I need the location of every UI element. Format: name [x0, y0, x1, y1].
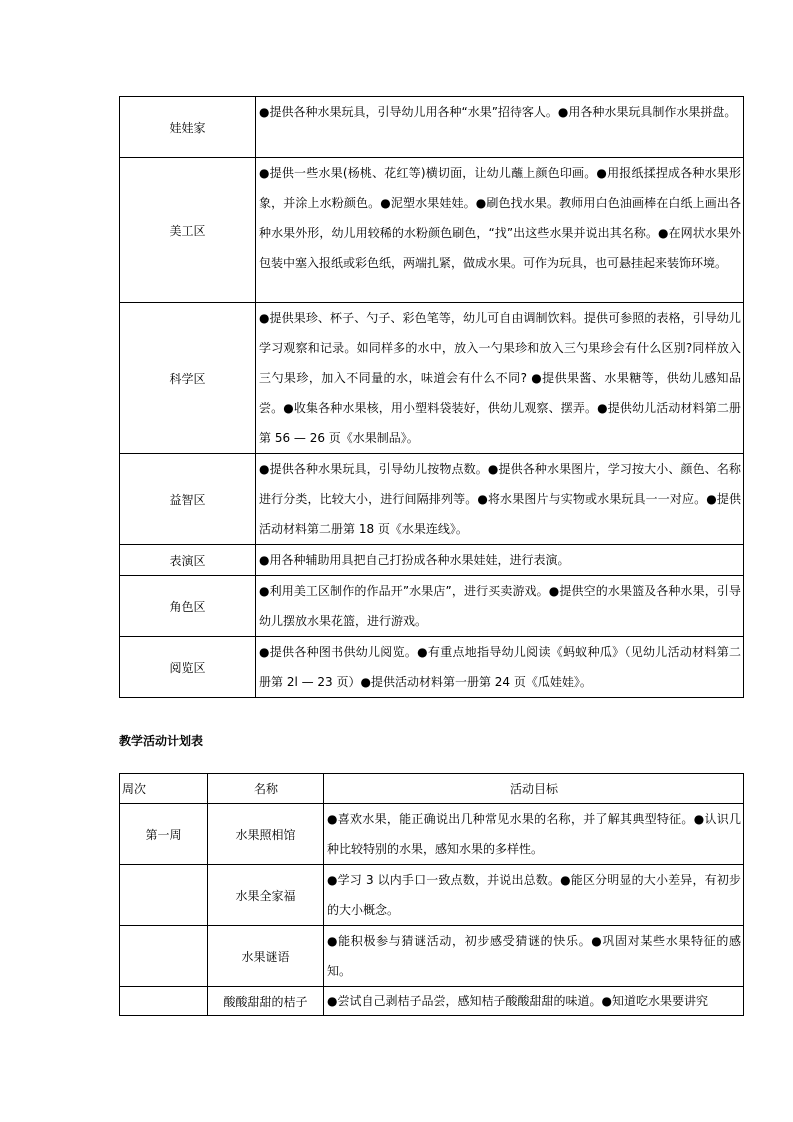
area-name-cell: 益智区	[120, 454, 256, 545]
goal-cell	[324, 987, 744, 1016]
area-content-text: ●利用美工区制作的作品开”水果店”，进行买卖游戏。●提供空的水果篮及各种水果，引导幼儿摆放水果花篮，进行游戏。	[259, 584, 741, 628]
week-cell	[120, 865, 208, 926]
table-row	[120, 97, 744, 158]
area-content-cell	[256, 545, 744, 576]
activity-name-cell: 水果谜语	[208, 926, 324, 987]
area-content-text: ●用各种辅助用具把自己打扮成各种水果娃娃，进行表演。	[259, 553, 570, 567]
week-cell	[120, 926, 208, 987]
table-row	[120, 454, 744, 545]
table-row	[120, 576, 744, 637]
table-row	[120, 987, 744, 1016]
name-header: 名称	[208, 774, 324, 804]
area-name-cell: 娃娃家	[120, 97, 256, 158]
activity-name-cell: 水果照相馆	[208, 804, 324, 865]
table-row	[120, 804, 744, 865]
goal-cell	[324, 865, 744, 926]
area-name-cell: 角色区	[120, 576, 256, 637]
area-content-text: ●提供各种水果玩具，引导幼儿按物点数。●提供各种水果图片，学习按大小、颜色、名称进行分类，比较大小，进行间隔排列等。●将水果图片与实物或水果玩具一一对应。●提供活动材料第二册第 18 页《水果连线》。	[259, 462, 741, 536]
goal-cell	[324, 804, 744, 865]
area-content-text: ●提供一些水果(杨桃、花红等)横切面，让幼儿蘸上颜色印画。●用报纸揉捏成各种水果形象，并涂上水粉颜色。●泥塑水果娃娃。●刷色找水果。教师用白色油画棒在白纸上画出各种水果外形，幼儿用较稀的水粉颜色刷色，“找”出这些水果并说出其名称。●在网状水果外包装中塞入报纸或彩色纸，两端扎紧，做成水果。可作为玩具，也可悬挂起来装饰环境。	[259, 166, 741, 270]
area-name-cell: 阅览区	[120, 637, 256, 698]
area-content-cell	[256, 158, 744, 303]
week-header: 周次	[120, 774, 208, 804]
goal-text: ●学习 3 以内手口一致点数，并说出总数。●能区分明显的大小差异，有初步的大小概念。	[327, 873, 741, 917]
table-row	[120, 637, 744, 698]
section-title: 教学活动计划表	[119, 734, 204, 748]
area-name-cell: 科学区	[120, 303, 256, 454]
goal-header: 活动目标	[324, 774, 744, 804]
area-name-cell: 美工区	[120, 158, 256, 303]
area-content-cell	[256, 97, 744, 158]
area-name-cell: 表演区	[120, 545, 256, 576]
activity-name-cell: 酸酸甜甜的桔子	[208, 987, 324, 1016]
activity-name-cell: 水果全家福	[208, 865, 324, 926]
area-content-cell	[256, 454, 744, 545]
week-cell: 第一周	[120, 804, 208, 865]
table-row	[120, 158, 744, 303]
goal-text: ●喜欢水果，能正确说出几种常见水果的名称，并了解其典型特征。●认识几种比较特别的水果，感知水果的多样性。	[327, 812, 741, 856]
table-row	[120, 865, 744, 926]
goal-text: ●能积极参与猜谜活动，初步感受猜谜的快乐。●巩固对某些水果特征的感知。	[327, 934, 741, 978]
week-cell	[120, 987, 208, 1016]
goal-text: ●尝试自己剥桔子品尝，感知桔子酸酸甜甜的味道。●知道吃水果要讲究	[327, 994, 708, 1008]
goal-cell	[324, 926, 744, 987]
area-content-cell	[256, 637, 744, 698]
area-content-cell	[256, 576, 744, 637]
area-activity-table	[119, 96, 744, 698]
table-row	[120, 303, 744, 454]
table-row	[120, 926, 744, 987]
area-content-text: ●提供果珍、杯子、勺子、彩色笔等，幼儿可自由调制饮料。提供可参照的表格，引导幼儿学习观察和记录。如同样多的水中，放入一勺果珍和放入三勺果珍会有什么区别?同样放入三勺果珍，加入不同量的水，味道会有什么不同? ●提供果酱、水果糖等，供幼儿感知品尝。●收集各种水果核，用小塑料袋装好，供幼儿观察、摆弄。●提供幼儿活动材料第二册第 56 — 26 页《水果制品》。	[259, 311, 741, 445]
table-header-row	[120, 774, 744, 804]
table-row	[120, 545, 744, 576]
area-content-text: ●提供各种图书供幼儿阅览。●有重点地指导幼儿阅读《蚂蚁种瓜》（见幼儿活动材料第二册第 2l — 23 页）●提供活动材料第一册第 24 页《瓜娃娃》。	[259, 645, 741, 689]
area-content-cell	[256, 303, 744, 454]
area-content-text: ●提供各种水果玩具，引导幼儿用各种“水果”招待客人。●用各种水果玩具制作水果拼盘。	[259, 105, 737, 119]
teaching-plan-table	[119, 773, 744, 1016]
